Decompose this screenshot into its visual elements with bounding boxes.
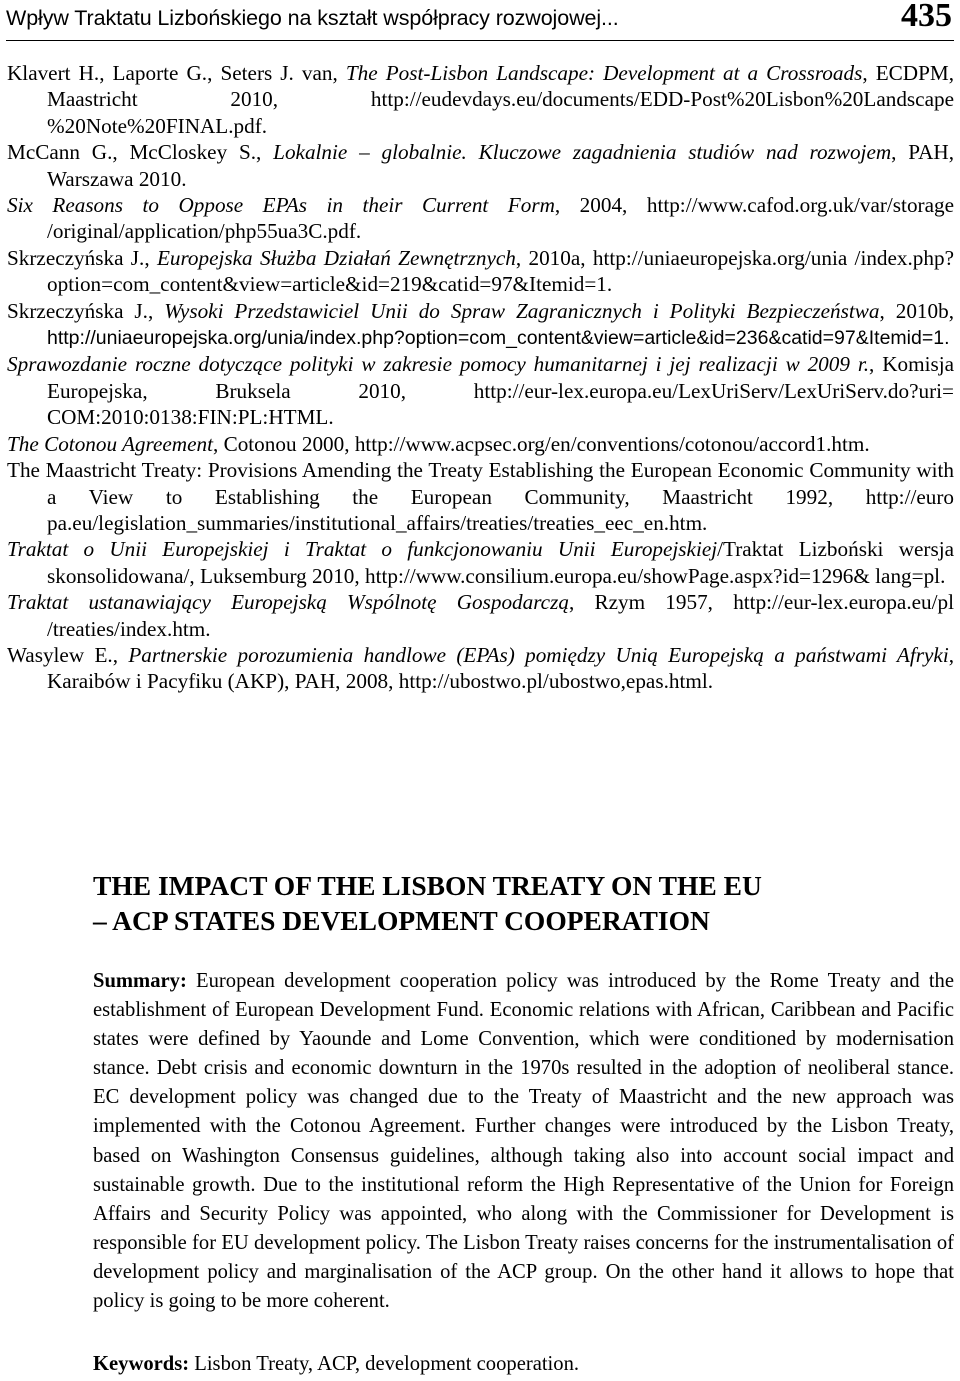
english-title-line-2: – ACP STATES DEVELOPMENT COOPERATION bbox=[93, 905, 710, 936]
reference-text: , 2010b, bbox=[879, 298, 955, 323]
reference-text: , Rzym 1957, http://eur-lex.europa.eu/pl /treaties/index.htm. bbox=[47, 590, 954, 641]
reference-text: /Traktat Lizboński wersja skonsolidowana/, Luksemburg 2010, http://www.consilium.europa.eu/showPage.aspx?id=1296& lang=pl. bbox=[47, 537, 954, 588]
reference-entry bbox=[7, 60, 954, 139]
reference-text: Wasylew E., bbox=[7, 642, 129, 667]
reference-title: The Post-Lisbon Landscape: Development at a Crossroads bbox=[345, 61, 863, 85]
summary-paragraph bbox=[93, 967, 954, 1316]
summary-text: European development cooperation policy was introduced by the Rome Treaty and the establishment of European Development Fund. Economic relations with African, Caribbean and Pacific states were defined by Yaounde and Lome Convention, which were conditioned by modernisation stance. Debt crisis and economic downturn in the 1970s resulted in the adoption of neoliberal stance. EC development policy was changed due to the Treaty of Maastricht and the new approach was implemented with the Cotonou Agreement. Further changes were introduced by the Lisbon Treaty, based on Washington Consensus guidelines, although taking also into account social impact and sustainable growth. Due to the institutional reform the High Representative of the Union for Foreign Affairs and Security Policy was appointed, who along with the Commissioner for Development is responsible for EU development policy. The Lisbon Treaty raises concerns for the instrumentalisation of development policy and marginalisation of the ACP group. On the other hand it allows to hope that policy is going to be more coherent. bbox=[93, 970, 954, 1313]
reference-text: Skrzeczyńska J., bbox=[7, 298, 165, 323]
english-title-line-1: THE IMPACT OF THE LISBON TREATY ON THE EU bbox=[93, 870, 762, 901]
keywords-text: Lisbon Treaty, ACP, development cooperation. bbox=[194, 1353, 580, 1375]
reference-entry bbox=[7, 351, 954, 430]
reference-text: , PAH, Warszawa 2010. bbox=[47, 140, 954, 191]
reference-text: , Komisja Europejska, Bruksela 2010, http://eur-lex.europa.eu/LexUriServ/LexUriServ.do?uri= COM:2010:0138:FIN:PL:HTML. bbox=[47, 352, 954, 430]
reference-text: http://uniaeuropejska.org/unia/index.php?option=com_content&view=article&id=236&catid=97&Itemid=1. bbox=[47, 327, 950, 350]
page-number: 435 bbox=[901, 0, 952, 34]
running-header bbox=[6, 0, 954, 41]
reference-title: Sprawozdanie roczne dotyczące polityki w zakresie pomocy humanitarnej i jej realizacji w 2009 r. bbox=[7, 352, 870, 377]
reference-text: , 2010a, http://uniaeuropejska.org/unia /index.php?option=com_content&view=article&id=219&catid=97&Itemid=1. bbox=[47, 245, 954, 297]
reference-title: Traktat ustanawiający Europejską Wspólnotę Gospodarczą bbox=[7, 590, 569, 615]
reference-title: Partnerskie porozumienia handlowe (EPAs) pomiędzy Unią Europejską a państwami Afryki bbox=[128, 642, 949, 667]
reference-entry bbox=[7, 431, 954, 457]
reference-entry bbox=[7, 457, 954, 536]
reference-text: , 2004, http://www.cafod.org.uk/var/storage /original/application/php55ua3C.pdf. bbox=[47, 193, 954, 244]
keywords-paragraph bbox=[93, 1350, 954, 1378]
reference-entry bbox=[7, 642, 954, 695]
reference-text: The Maastricht Treaty: Provisions Amending the Treaty Establishing the European Economic Community with a View to Establishing the European Community, Maastricht 1992, http://euro pa.eu/legislation_summaries/institutional_affairs/treaties/treaties_eec_en.htm. bbox=[7, 458, 954, 535]
reference-title: Wysoki Przedstawiciel Unii do Spraw Zagranicznych i Polityki Bezpieczeństwa bbox=[164, 298, 880, 323]
reference-entry bbox=[7, 536, 954, 589]
reference-title: Europejska Służba Działań Zewnętrznych bbox=[156, 245, 516, 270]
reference-text: Skrzeczyńska J., bbox=[7, 245, 157, 270]
reference-text: Klavert H., Laporte G., Seters J. van, bbox=[7, 61, 346, 85]
reference-text: , ECDPM, Maastricht 2010, http://eudevdays.eu/documents/EDD-Post%20Lisbon%20Landscape %20Note%20FINAL.pdf. bbox=[47, 61, 954, 138]
running-title: Wpływ Traktatu Lizbońskiego na kształt współpracy rozwojowej... bbox=[6, 6, 619, 30]
reference-entry bbox=[7, 245, 954, 298]
reference-title: Traktat o Unii Europejskiej i Traktat o funkcjonowaniu Unii Europejskiej bbox=[7, 537, 718, 562]
english-title bbox=[93, 868, 913, 938]
reference-title: The Cotonou Agreement bbox=[7, 431, 213, 456]
keywords-label: Keywords: bbox=[93, 1353, 190, 1375]
reference-title: Six Reasons to Oppose EPAs in their Current Form bbox=[7, 193, 555, 218]
reference-title: Lokalnie – globalnie. Kluczowe zagadnienia studiów nad rozwojem bbox=[273, 140, 892, 165]
reference-text: , Cotonou 2000, http://www.acpsec.org/en/conventions/cotonou/accord1.htm. bbox=[212, 431, 870, 456]
reference-text: , Karaibów i Pacyfiku (AKP), PAH, 2008, http://ubostwo.pl/ubostwo,epas.html. bbox=[47, 642, 955, 694]
summary-label: Summary: bbox=[93, 970, 187, 992]
reference-text: McCann G., McCloskey S., bbox=[7, 140, 274, 165]
reference-entry bbox=[7, 139, 954, 192]
reference-entry bbox=[7, 298, 954, 352]
reference-entry bbox=[7, 589, 954, 642]
reference-entry bbox=[7, 192, 954, 245]
reference-list bbox=[7, 60, 954, 695]
